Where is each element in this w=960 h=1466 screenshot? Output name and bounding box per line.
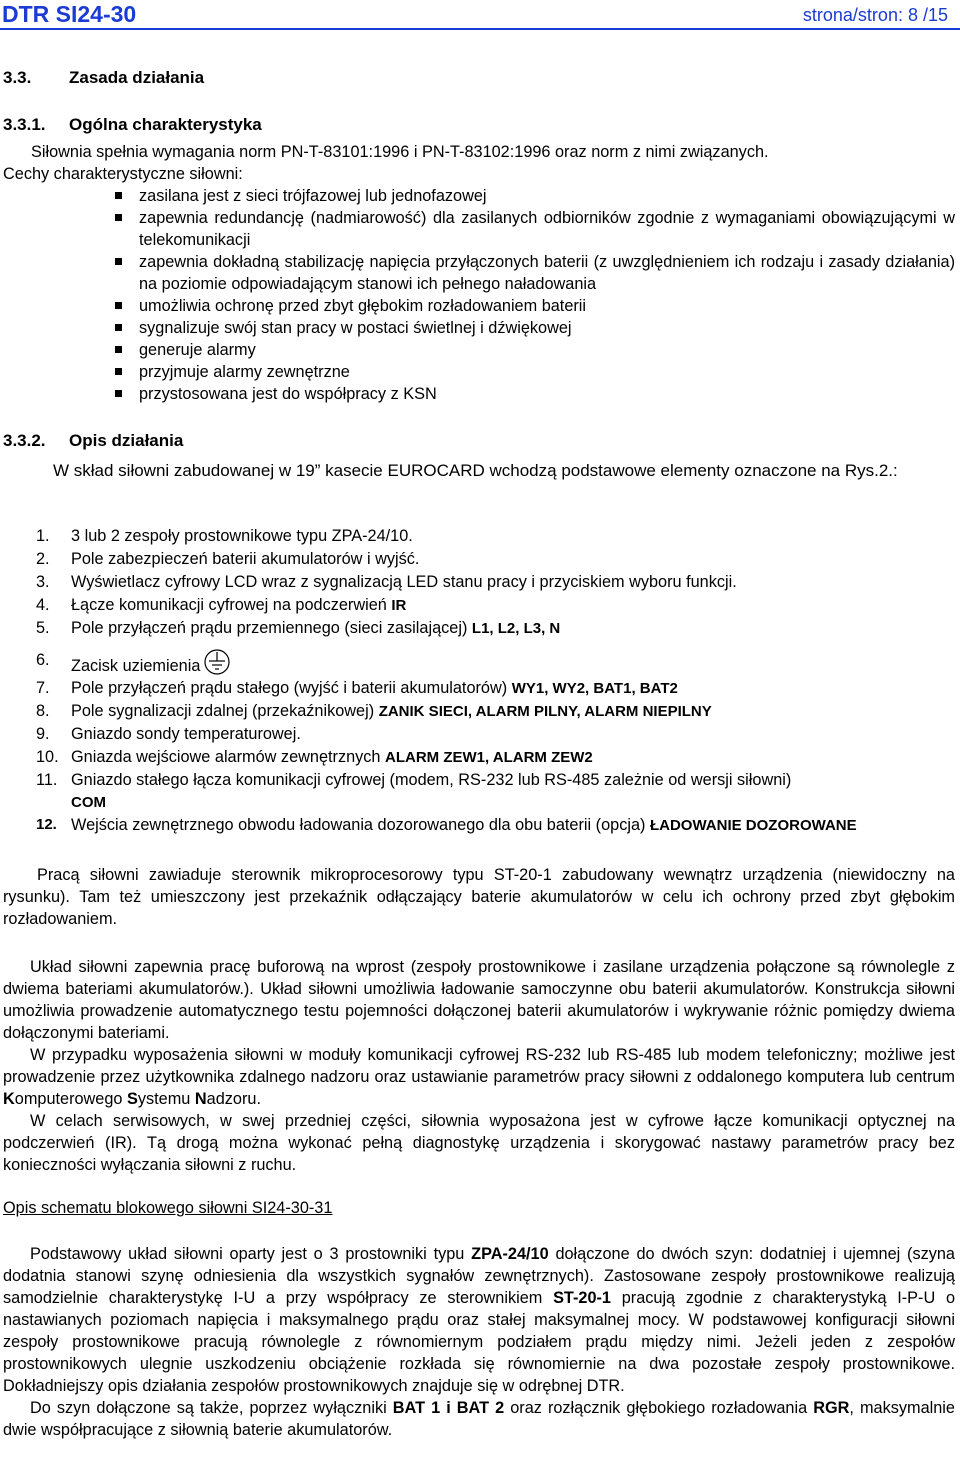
features-list xyxy=(3,185,955,405)
intro-paragraph: Siłownia spełnia wymagania norm PN-T-83101:1996 i PN-T-83102:1996 oraz norm z nimi związanych. xyxy=(31,143,769,161)
list-item: 6. Zacisk uziemienia xyxy=(3,649,955,677)
document-title: DTR SI24-30 xyxy=(2,1,137,27)
list-item: 2. Pole zabezpieczeń baterii akumulatorów i wyjść. xyxy=(36,550,420,568)
list-item: 12. Wejścia zewnętrznego obwodu ładowania dozorowanego dla obu baterii (opcja) ŁADOWANIE DOZOROWANE xyxy=(36,816,857,834)
list-item: zapewnia redundancję (nadmiarowość) dla zasilanych odbiorników zgodnie z wymaganiami obowiązującymi w telekomunikacji xyxy=(3,207,955,251)
list-item: zapewnia dokładną stabilizację napięcia przyłączonych baterii (z uwzględnieniem ich rodzaju i zasady działania) na poziomie odpowiadającym stanowi ich pełnego naładowania xyxy=(3,251,955,295)
system-paragraph: Układ siłowni zapewnia pracę buforową na wprost (zespoły prostownikowe i zasilane urządzenia połączone są równolegle z dwiema bateriami akumulatorów.). Układ siłowni umożliwia ładowanie samoczynne obu baterii akumulatorów. Konstrukcja siłowni umożliwia prowadzenie automatycznego testu pojemności dołączonej baterii akumulatorów i wykrywanie różnic pomiędzy dwiema dołączonymi bateriami. xyxy=(3,958,955,1042)
heading-3-3-2: 3.3.2. Opis działania xyxy=(3,431,184,450)
bullet-icon xyxy=(115,346,122,353)
list-item: przystosowana jest do współpracy z KSN xyxy=(3,383,955,405)
page-header xyxy=(0,0,960,30)
list-item: 4. Łącze komunikacji cyfrowej na podczerwień IR xyxy=(36,596,407,614)
heading-3-3-1: 3.3.1. Ogólna charakterystyka xyxy=(3,115,262,134)
list-item: 10. Gniazda wejściowe alarmów zewnętrznych ALARM ZEW1, ALARM ZEW2 xyxy=(36,748,593,766)
controller-paragraph: Pracą siłowni zawiaduje sterownik mikroprocesorowy typu ST-20-1 zabudowany wewnątrz urządzenia (niewidoczny na rysunku). Tam też umieszczony jest przekaźnik odłączający baterie akumulatorów w celu ich ochrony przed zbyt głębokim rozładowaniem. xyxy=(3,866,955,928)
header-rule xyxy=(0,28,960,30)
system-block xyxy=(3,956,955,1176)
list-item: sygnalizuje swój stan pracy w postaci świetlnej i dźwiękowej xyxy=(3,317,955,339)
list-item: 5. Pole przyłączeń prądu przemiennego (sieci zasilającej) L1, L2, L3, N xyxy=(36,619,561,637)
bullet-icon xyxy=(115,368,122,375)
composition-block xyxy=(3,459,955,483)
list-item: 9. Gniazdo sondy temperaturowej. xyxy=(36,725,301,743)
list-item: umożliwia ochronę przed zbyt głębokim rozładowaniem baterii xyxy=(3,295,955,317)
bullet-icon xyxy=(115,258,122,265)
bullet-icon xyxy=(115,390,122,397)
bullet-icon xyxy=(115,324,122,331)
page-number: strona/stron: 8 /15 xyxy=(802,5,948,25)
list-item: 8. Pole sygnalizacji zdalnej (przekaźnikowej) ZANIK SIECI, ALARM PILNY, ALARM NIEPILNY xyxy=(36,702,712,720)
schematic-block xyxy=(3,1243,955,1441)
list-item: 1. 3 lub 2 zespoły prostownikowe typu ZPA-24/10. xyxy=(36,527,413,545)
heading-3-3: 3.3. Zasada działania xyxy=(3,68,205,87)
list-item: generuje alarmy xyxy=(3,339,955,361)
controller-block xyxy=(3,864,955,930)
list-item: 3. Wyświetlacz cyfrowy LCD wraz z sygnalizacją LED stanu pracy i przyciskiem wyboru funkcji. xyxy=(36,573,737,591)
features-lead: Cechy charakterystyczne siłowni: xyxy=(3,165,243,183)
intro-block xyxy=(3,141,955,405)
schematic-heading: Opis schematu blokowego siłowni SI24-30-31 xyxy=(3,1199,333,1217)
list-item: przyjmuje alarmy zewnętrzne xyxy=(3,361,955,383)
list-item: 7. Pole przyłączeń prądu stałego (wyjść i baterii akumulatorów) WY1, WY2, BAT1, BAT2 xyxy=(36,679,678,697)
bullet-icon xyxy=(115,302,122,309)
bullet-icon xyxy=(115,214,122,221)
service-paragraph: W celach serwisowych, w swej przedniej części, siłownia wyposażona jest w cyfrowe łącze komunikacji optycznej na podczerwień (IR). Tą drogą można wykonać pełną diagnostykę urządzenia i skorygować nastawy parametrów pracy bez konieczności wyłączania siłowni z ruchu. xyxy=(3,1112,955,1174)
bullet-icon xyxy=(115,192,122,199)
ground-symbol-icon xyxy=(203,649,231,675)
schematic-paragraph: Podstawowy układ siłowni oparty jest o 3 prostowniki typu ZPA-24/10 dołączone do dwóch szyn: dodatniej i ujemnej (szyna dodatnia stanowi szynę odniesienia dla wszystkich sygnałów zewnętrznych). Zastosowane zespoły prostownikowe realizują samodzielnie charakterystykę I-U a przy współpracy ze sterownikiem ST-20-1 pracują zgodnie z charakterystyką I-P-U o nastawianych poziomach napięcia i maksymalnego prądu oraz stałej maksymalnej mocy. W podstawowej konfiguracji siłowni zespoły prostownikowe pracują równolegle z równomiernym podziałem prądu między nimi. Jeżeli jeden z zespołów prostownikowych ulegnie uszkodzeniu obciążenie rozkłada się równomiernie na dwa pozostałe zespoły prostownikowe. Dokładniejszy opis działania zespołów prostownikowych znajduje się w odrębnej DTR. xyxy=(3,1245,956,1395)
battery-paragraph: Do szyn dołączone są także, poprzez wyłączniki BAT 1 i BAT 2 oraz rozłącznik głębokiego rozładowania RGR, maksymalnie dwie współpracujące z siłownią baterie akumulatorów. xyxy=(3,1399,955,1439)
composition-paragraph: W skład siłowni zabudowanej w 19” kasecie EUROCARD wchodzą podstawowe elementy oznaczone na Rys.2.: xyxy=(53,461,898,480)
list-item: 11. Gniazdo stałego łącza komunikacji cyfrowej (modem, RS-232 lub RS-485 zależnie od wersji siłowni) COM xyxy=(36,771,792,811)
communication-paragraph: W przypadku wyposażenia siłowni w moduły komunikacji cyfrowej RS-232 lub RS-485 lub modem telefoniczny; możliwe jest prowadzenie przez użytkownika zdalnego nadzoru oraz ustawianie parametrów pracy siłowni z oddalonego komputera lub centrum Komputerowego Systemu Nadzoru. xyxy=(3,1046,955,1108)
components-list xyxy=(3,525,955,837)
list-item: zasilana jest z sieci trójfazowej lub jednofazowej xyxy=(3,185,955,207)
